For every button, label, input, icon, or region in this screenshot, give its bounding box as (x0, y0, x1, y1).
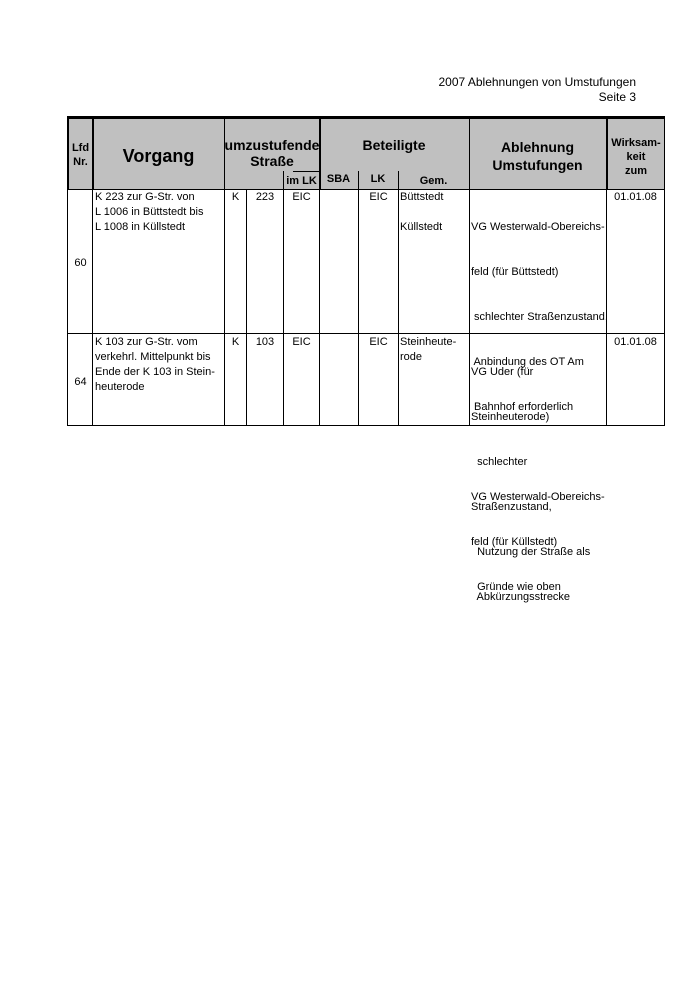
cell-text: verkehrl. Mittelpunkt bis (95, 351, 211, 363)
cell-text: K 103 zur G-Str. vom (95, 336, 198, 348)
page-header (439, 75, 637, 105)
column-header-vorgang: Vorgang (122, 146, 195, 166)
cell-text: Anbindung des OT Am (471, 356, 584, 368)
column-header-strasse (224, 137, 320, 169)
column-header-wirksamkeit (607, 136, 665, 178)
column-header-ablehnung (469, 138, 606, 174)
cell-text: VG Westerwald-Obereichs- (471, 221, 605, 233)
road-type-cell: K (231, 336, 240, 348)
cell-text: heuterode (95, 381, 145, 393)
road-number-cell: 223 (255, 191, 275, 203)
cell-text: Steinheuterode) (471, 411, 550, 423)
road-type-cell: K (231, 191, 240, 203)
gem-cell (400, 335, 456, 365)
lk-cell: EIC (369, 191, 388, 203)
cell-text: VG Uder (für (471, 366, 534, 378)
header-text: Ablehnung (500, 139, 575, 155)
cell-text: Büttstedt (400, 191, 444, 203)
header-title: 2007 Ablehnungen von Umstufungen (438, 75, 636, 89)
cell-text: schlechter Straßenzustand, (471, 311, 608, 323)
column-header-gem: Gem. (419, 175, 448, 187)
grid-line (293, 171, 319, 172)
im-lk-cell: EIC (292, 191, 311, 203)
lk-cell: EIC (369, 336, 388, 348)
cell-text: rode (400, 351, 423, 363)
header-text: Straße (250, 153, 294, 169)
cell-text: Steinheute- (400, 336, 457, 348)
header-text: Nr. (73, 156, 88, 168)
column-header-im-lk: im LK (286, 175, 317, 187)
road-number-cell: 103 (255, 336, 275, 348)
grid-line (319, 189, 320, 425)
row-number: 64 (74, 376, 87, 388)
im-lk-cell: EIC (292, 336, 311, 348)
header-text: keit (626, 151, 646, 163)
header-text: zum (625, 165, 647, 177)
cell-text: Küllstedt (400, 221, 443, 233)
vorgang-cell (95, 190, 203, 235)
grid-line (283, 171, 284, 425)
header-text: Lfd (71, 142, 90, 154)
grid-line (246, 189, 247, 425)
cell-text: feld (für Küllstedt) (471, 536, 558, 548)
cell-text: feld (für Büttstedt) (471, 266, 559, 278)
cell-text: VG Westerwald-Obereichs- (471, 491, 605, 503)
cell-text: K 223 zur G-Str. von (95, 191, 195, 203)
cell-text: L 1006 in Büttstedt bis (95, 206, 204, 218)
cell-text: L 1008 in Küllstedt (95, 221, 186, 233)
cell-text: Straßenzustand, (471, 501, 552, 513)
cell-text: schlechter (471, 456, 528, 468)
header-page-number: Seite 3 (598, 90, 636, 104)
cell-text: Ende der K 103 in Stein- (95, 366, 215, 378)
rejections-table (67, 116, 665, 603)
gem-cell (400, 190, 443, 235)
grid-line (398, 171, 399, 425)
column-header-sba: SBA (326, 173, 351, 185)
vorgang-cell (95, 335, 215, 395)
wirksam-date-cell: 01.01.08 (614, 336, 657, 348)
row-number: 60 (74, 257, 87, 269)
header-text: Umstufungen (492, 157, 583, 173)
ablehnung-cell (471, 335, 590, 635)
cell-text: Gründe wie oben (471, 581, 561, 593)
header-text: Wirksam- (611, 137, 661, 149)
column-header-beteiligte: Beteiligte (362, 137, 426, 153)
header-text: umzustufende (224, 137, 320, 153)
column-header-lk: LK (370, 173, 386, 185)
cell-text (400, 205, 443, 220)
cell-text: Bahnhof erforderlich (471, 401, 574, 413)
cell-text: Nutzung der Straße als (471, 546, 591, 558)
grid-line (358, 171, 359, 425)
wirksam-date-cell: 01.01.08 (614, 191, 657, 203)
cell-text: Abkürzungsstrecke (471, 591, 571, 603)
column-header-lfd-nr (68, 141, 93, 169)
